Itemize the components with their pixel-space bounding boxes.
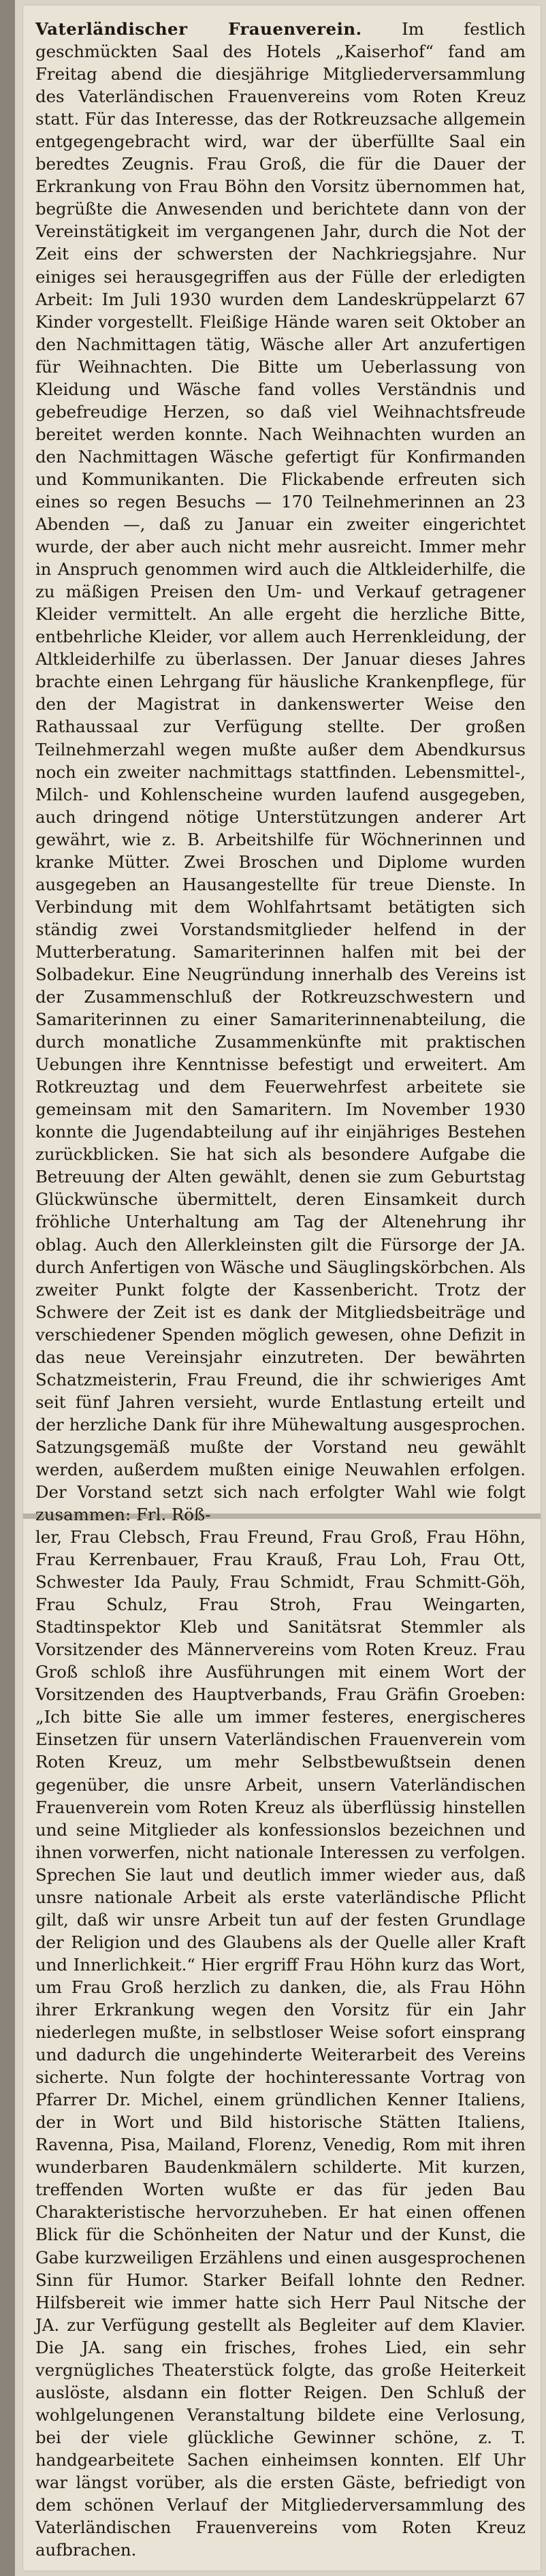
article-lower xyxy=(35,1526,526,2561)
article-body-text: Im festlich geschmückten Saal des Hotels „Kaiserhof“ fand am Freitag abend die diesjährige Mitgliederversammlung des Vaterländischen Frauenvereins vom Roten Kreuz statt. Für das Interesse, das der Rotkreuzsache allgemein entgegengebracht wird, war der überfüllte Saal ein beredtes Zeugnis. Frau Groß, die für die Dauer der Erkrankung von Frau Böhn den Vorsitz übernommen hat, begrüßte die Anwesenden und berichtete dann von der Vereinstätigkeit im vergangenen Jahr, durch die Not der Zeit eins der schwersten der Nachkriegsjahre. Nur einiges sei herausgegriffen aus der Fülle der erledigten Arbeit: Im Juli 1930 wurden dem Landeskrüppelarzt 67 Kinder vorgestellt. Fleißige Hände waren seit Oktober an den Nachmittagen tätig, Wäsche aller Art anzufertigen für Weihnachten. Die Bitte um Ueberlassung von Kleidung und Wäsche fand volles Verständnis und gebefreudige Herzen, so daß viel Weihnachtsfreude bereitet werden konnte. Nach Weihnachten wurden an den Nachmittagen Wäsche gefertigt für Konfirmanden und Kommunikanten. Die Flickabende erfreuten sich eines so regen Besuchs — 170 Teilnehmerinnen an 23 Abenden —, daß zu Januar ein zweiter eingerichtet wurde, der aber auch nicht mehr ausreicht. Immer mehr in Anspruch genommen wird auch die Altkleiderhilfe, die zu mäßigen Preisen den Um- und Verkauf getragener Kleider vermittelt. An alle ergeht die herzliche Bitte, entbehrliche Kleider, vor allem auch Herrenkleidung, der Altkleiderhilfe zu überlassen. Der Januar dieses Jahres brachte einen Lehrgang für häusliche Krankenpflege, für den der Magistrat in dankenswerter Weise den Rathaussaal zur Verfügung stellte. Der großen Teilnehmerzahl wegen mußte außer dem Abendkursus noch ein zweiter nachmittags stattfinden. Lebensmittel-, Milch- und Kohlenscheine wurden laufend ausgegeben, auch dringend nötige Unterstützungen anderer Art gewährt, wie z. B. Arbeitshilfe für Wöchnerinnen und kranke Mütter. Zwei Broschen und Diplome wurden ausgegeben an Hausangestellte für treue Dienste. In Verbindung mit dem Wohlfahrtsamt betätigten sich ständig zwei Vorstandsmitglieder helfend in der Mutterberatung. Samariterinnen halfen mit bei der Solbadekur. Eine Neugründung innerhalb des Vereins ist der Zusammenschluß der Rotkreuzschwestern und Samariterinnen zu einer Samariterinnenabteilung, die durch monatliche Zusammenkünfte mit praktischen Uebungen ihre Kenntnisse befestigt und erweitert. Am Rotkreuztag und dem Feuerwehrfest arbeitete sie gemeinsam mit den Samaritern. Im November 1930 konnte die Jugendabteilung auf ihr einjähriges Bestehen zurückblicken. Sie hat sich als besondere Aufgabe die Betreuung der Alten gewählt, denen sie zum Geburtstag Glückwünsche übermittelt, deren Einsamkeit durch fröhliche Unterhaltung am Tag der Altenehrung ihr oblag. Auch den Allerkleinsten gilt die Fürsorge der JA. durch Anfertigen von Wäsche und Säuglingskörbchen. Als zweiter Punkt folgte der Kassenbericht. Trotz der Schwere der Zeit ist es dank der Mitgliedsbeiträge und verschiedener Spenden möglich gewesen, ohne Defizit in das neue Vereinsjahr einzutreten. Der bewährten Schatzmeisterin, Frau Freund, die ihr schwieriges Amt seit fünf Jahren versieht, wurde Entlastung erteilt und der herzliche Dank für ihre Mühewaltung ausgesprochen. Satzungsgemäß mußte der Vorstand neu gewählt werden, außerdem mußten einige Neuwahlen erfolgen. Der Vorstand setzt sich nach erfolgter Wahl wie folgt zusammen: Frl. Röß- xyxy=(35,19,526,1525)
article-headline: Vaterländischer Frauenverein. xyxy=(35,19,362,39)
article-upper xyxy=(35,18,526,1526)
article-paragraph-continued: ler, Frau Clebsch, Frau Freund, Frau Groß, Frau Höhn, Frau Kerrenbauer, Frau Krauß, Frau Loh, Frau Ott, Schwester Ida Pauly, Frau Schmidt, Frau Schmitt-Göh, Frau Schulz, Frau Stroh, Frau Weingarten, Stadtinspektor Kleb und Sanitätsrat Stemmler als Vorsitzender des Männervereins vom Roten Kreuz. Frau Groß schloß ihre Ausführungen mit einem Wort der Vorsitzenden des Hauptverbands, Frau Gräfin Groeben: „Ich bitte Sie alle um immer festeres, energischeres Einsetzen für unsern Vaterländischen Frauenverein vom Roten Kreuz, um mehr Selbstbewußtsein denen gegenüber, die unsre Arbeit, unsern Vaterländischen Frauenverein vom Roten Kreuz als überflüssig hinstellen und seine Mitglieder als konfessionslos bezeichnen und ihnen vorwerfen, nicht nationale Interessen zu verfolgen. Sprechen Sie laut und deutlich immer wieder aus, daß unsre nationale Arbeit als erste vaterländische Pflicht gilt, daß wir unsre Arbeit tun auf der festen Grundlage der Religion und des Glaubens als der Quelle aller Kraft und Innerlichkeit.“ Hier ergriff Frau Höhn kurz das Wort, um Frau Groß herzlich zu danken, die, als Frau Höhn ihrer Erkrankung wegen den Vorsitz für ein Jahr niederlegen mußte, in selbstloser Weise sofort einsprang und dadurch die ungehinderte Weiterarbeit des Vereins sicherte. Nun folgte der hochinteressante Vortrag von Pfarrer Dr. Michel, einem gründlichen Kenner Italiens, der in Wort und Bild historische Stätten Italiens, Ravenna, Pisa, Mailand, Florenz, Venedig, Rom mit ihren wunderbaren Baudenkmälern schilderte. Mit kurzen, treffenden Worten wußte er das für jeden Bau Charakteristische hervorzuheben. Er hat einen offenen Blick für die Schönheiten der Natur und der Kunst, die Gabe kurzweiligen Erzählens und einen ausgesprochenen Sinn für Humor. Starker Beifall lohnte den Redner. Hilfsbereit wie immer hatte sich Herr Paul Nitsche der JA. zur Verfügung gestellt als Begleiter auf dem Klavier. Die JA. sang ein frisches, frohes Lied, ein sehr vergnügliches Theaterstück folgte, das große Heiterkeit auslöste, alsdann ein flotter Reigen. Den Schluß der wohlgelungenen Veranstaltung bildete eine Verlosung, bei der viele glückliche Gewinner schöne, z. T. handgearbeitete Sachen einheimsen konnten. Elf Uhr war längst vorüber, als die ersten Gäste, befriedigt von dem schönen Verlauf der Mitgliederversammlung des Vaterländischen Frauenvereins vom Roten Kreuz aufbrachen. xyxy=(35,1527,526,2560)
scan-margin xyxy=(0,0,15,2576)
article-paragraph xyxy=(35,18,526,1526)
